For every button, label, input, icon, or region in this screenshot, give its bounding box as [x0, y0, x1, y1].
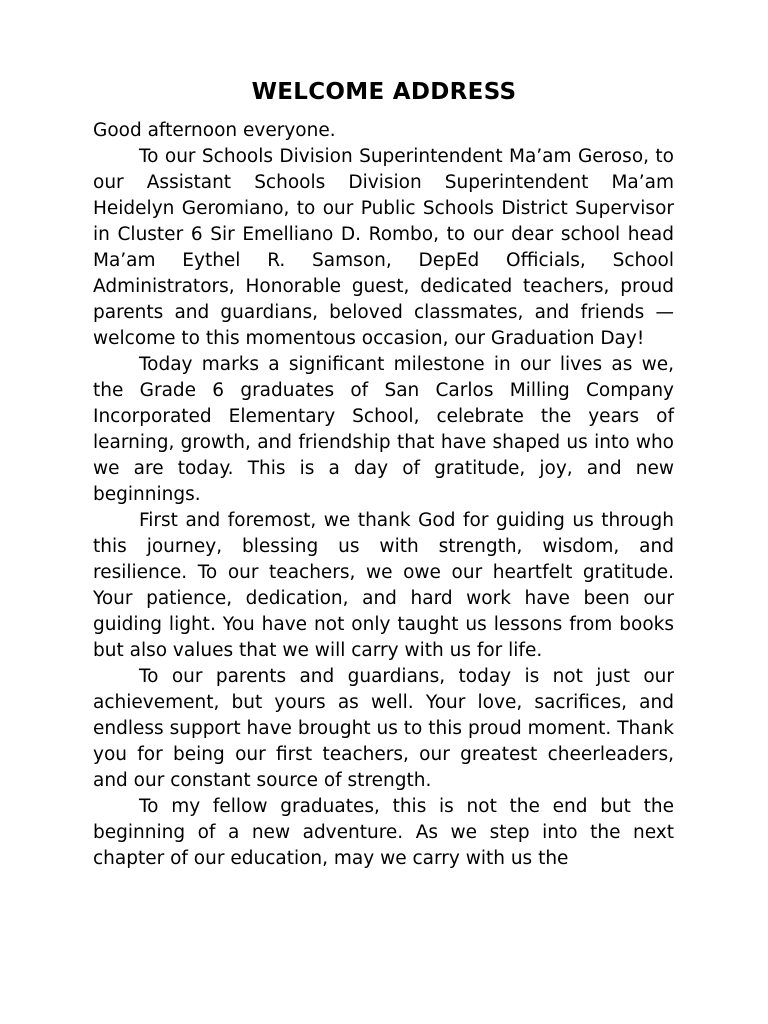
- greeting-paragraph: Good afternoon everyone.: [93, 120, 336, 141]
- body-paragraph: To my fellow graduates, this is not the end but the beginning of a new adventure. As we step into the next chapter of our education, may we carry with us the: [93, 796, 674, 869]
- document-title: WELCOME ADDRESS: [251, 79, 517, 105]
- body-paragraph: To our parents and guardians, today is not just our achievement, but yours as well. Your love, sacrifices, and endless support have brought us to this proud moment. Thank you for being our first teachers, our greatest cheerleaders, and our constant source of strength.: [93, 666, 674, 791]
- document-body: [93, 118, 674, 872]
- body-paragraph: To our Schools Division Superintendent Ma’am Geroso, to our Assistant Schools Division Superintendent Ma’am Heidelyn Geromiano, to our Public Schools District Supervisor in Cluster 6 Sir Emelliano D. Rombo, to our dear school head Ma’am Eythel R. Samson, DepEd Officials, School Administrators, Honorable guest, dedicated teachers, proud parents and guardians, beloved classmates, and friends — welcome to this momentous occasion, our Graduation Day!: [93, 146, 674, 349]
- body-paragraph: Today marks a significant milestone in our lives as we, the Grade 6 graduates of San Carlos Milling Company Incorporated Elementary School, celebrate the years of learning, growth, and friendship that have shaped us into who we are today. This is a day of gratitude, joy, and new beginnings.: [93, 354, 674, 505]
- body-paragraph: First and foremost, we thank God for guiding us through this journey, blessing us with strength, wisdom, and resilience. To our teachers, we owe our heartfelt gratitude. Your patience, dedication, and hard work have been our guiding light. You have not only taught us lessons from books but also values that we will carry with us for life.: [93, 510, 674, 661]
